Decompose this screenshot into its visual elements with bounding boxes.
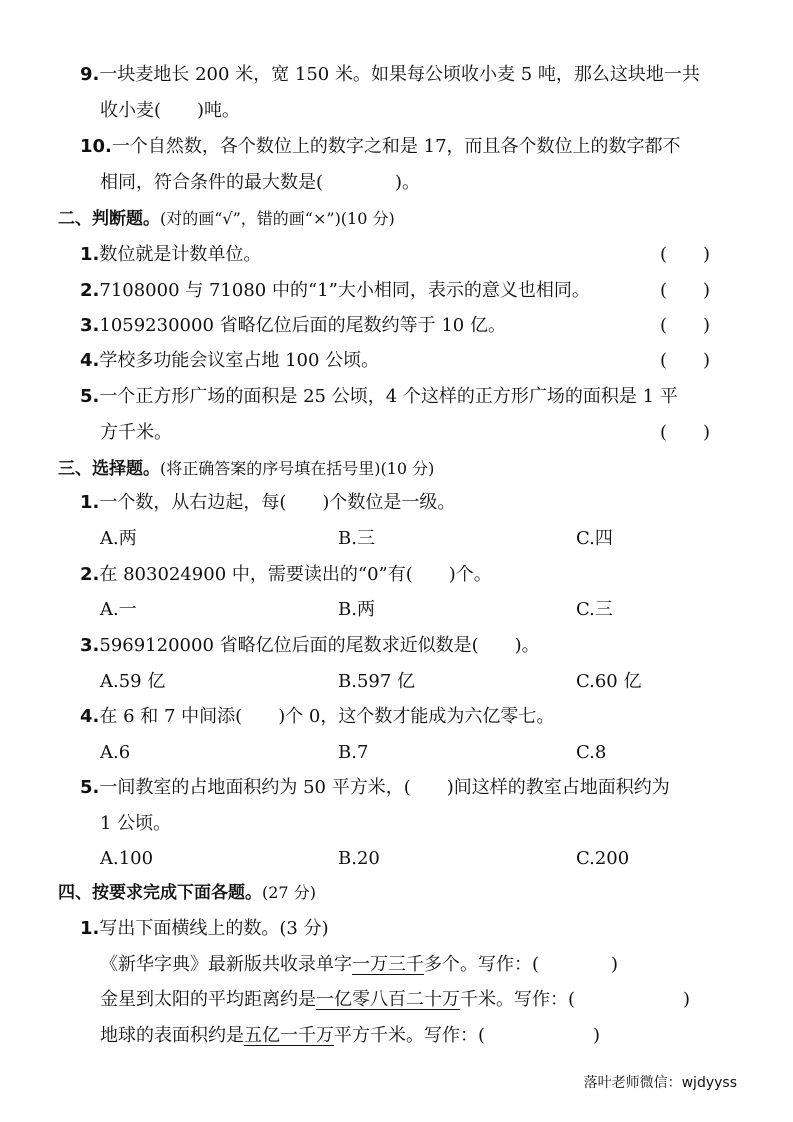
choice-item-5-line2: 1 公顷。 (100, 813, 172, 834)
question-9 (80, 62, 700, 88)
question-9-line2: 收小麦( )吨。 (100, 100, 241, 121)
judge-item-5-line2: 方千米。 (100, 422, 172, 443)
answer-paren: ( ) (660, 280, 711, 301)
judge-item-1 (80, 242, 261, 268)
write-item-3 (100, 1023, 600, 1049)
question-text: 一间教室的占地面积约为 50 平方米，( )间这样的教室占地面积约为 (99, 777, 670, 798)
option-b: B.两 (338, 599, 375, 620)
question-text: 7108000 与 71080 中的“1”大小相同，表示的意义也相同。 (99, 280, 590, 301)
question-number: 4. (80, 706, 100, 727)
option-a: A.一 (100, 599, 137, 620)
judge-item-4 (80, 348, 379, 374)
question-text: 数位就是计数单位。 (99, 244, 262, 265)
write-answer: 多个。写作：( ) (424, 954, 619, 975)
section-title: 四、按要求完成下面各题。 (58, 883, 262, 903)
option-c: C.四 (576, 528, 613, 549)
question-number: 1. (80, 918, 100, 939)
write-text: 地球的表面积约是 (100, 1025, 244, 1046)
section-note: (将正确答案的序号填在括号里)(10 分) (160, 459, 435, 478)
question-text: 一个正方形广场的面积是 25 公顷，4 个这样的正方形广场的面积是 1 平 (99, 386, 678, 407)
sub-question-1 (80, 916, 329, 942)
question-number: 9. (80, 64, 100, 85)
question-text: 一块麦地长 200 米，宽 150 米。如果每公顷收小麦 5 吨，那么这块地一共 (99, 64, 700, 85)
question-number: 1. (80, 492, 100, 513)
answer-paren: ( ) (660, 315, 711, 336)
option-c: C.200 (576, 848, 630, 869)
write-text: 金星到太阳的平均距离约是 (100, 989, 316, 1010)
question-text: 学校多功能会议室占地 100 公顷。 (99, 350, 380, 371)
option-a: A.59 亿 (100, 671, 166, 692)
option-a: A.6 (100, 742, 131, 763)
question-number: 10. (80, 136, 112, 157)
underlined-number: 五亿一千万 (244, 1025, 334, 1046)
question-text: 一个数，从右边起，每( )个数位是一级。 (99, 492, 456, 513)
judge-item-2 (80, 278, 590, 304)
section-note: (对的画“√”，错的画“×”)(10 分) (160, 209, 395, 228)
footer-contact: 落叶老师微信：wjdyyss (583, 1075, 737, 1091)
option-b: B.597 亿 (338, 671, 416, 692)
underlined-number: 一亿零八百二十万 (316, 989, 460, 1010)
question-text: 在 803024900 中，需要读出的“0”有( )个。 (99, 564, 492, 585)
section-4-heading (58, 880, 316, 906)
choice-item-5 (80, 775, 670, 801)
choice-item-4 (80, 704, 554, 730)
question-number: 4. (80, 350, 100, 371)
judge-item-3 (80, 313, 506, 339)
write-item-2 (100, 987, 690, 1013)
section-3-heading (58, 456, 434, 482)
option-c: C.8 (576, 742, 607, 763)
answer-paren: ( ) (660, 350, 711, 371)
question-text: 5969120000 省略亿位后面的尾数求近似数是( )。 (99, 635, 540, 656)
question-number: 5. (80, 386, 100, 407)
answer-paren: ( ) (660, 244, 711, 265)
section-title: 二、判断题。 (58, 209, 160, 229)
option-b: B.7 (338, 742, 369, 763)
question-text: 写出下面横线上的数。(3 分) (99, 918, 329, 939)
question-number: 1. (80, 244, 100, 265)
underlined-number: 一万三千 (352, 954, 424, 975)
section-2-heading (58, 206, 395, 232)
option-a: A.100 (100, 848, 154, 869)
write-answer: 平方千米。写作：( ) (334, 1025, 601, 1046)
choice-item-3 (80, 633, 540, 659)
option-b: B.20 (338, 848, 380, 869)
option-a: A.两 (100, 528, 137, 549)
question-text: 1059230000 省略亿位后面的尾数约等于 10 亿。 (99, 315, 506, 336)
write-answer: 千米。写作：( ) (460, 989, 691, 1010)
question-text: 一个自然数，各个数位上的数字之和是 17，而且各个数位上的数字都不 (111, 136, 681, 157)
write-item-1 (100, 952, 618, 978)
question-10 (80, 134, 681, 160)
judge-item-5 (80, 384, 678, 410)
question-text: 在 6 和 7 中间添( )个 0，这个数才能成为六亿零七。 (99, 706, 555, 727)
option-c: C.60 亿 (576, 671, 642, 692)
choice-item-2 (80, 562, 492, 588)
question-number: 2. (80, 280, 100, 301)
write-text: 《新华字典》最新版共收录单字 (100, 954, 352, 975)
option-b: B.三 (338, 528, 375, 549)
question-number: 2. (80, 564, 100, 585)
question-number: 3. (80, 635, 100, 656)
section-title: 三、选择题。 (58, 459, 160, 479)
option-c: C.三 (576, 599, 613, 620)
answer-paren: ( ) (660, 422, 711, 443)
question-number: 3. (80, 315, 100, 336)
choice-item-1 (80, 490, 455, 516)
section-note: (27 分) (262, 883, 316, 902)
question-number: 5. (80, 777, 100, 798)
question-10-line2: 相同，符合条件的最大数是( )。 (100, 172, 421, 193)
